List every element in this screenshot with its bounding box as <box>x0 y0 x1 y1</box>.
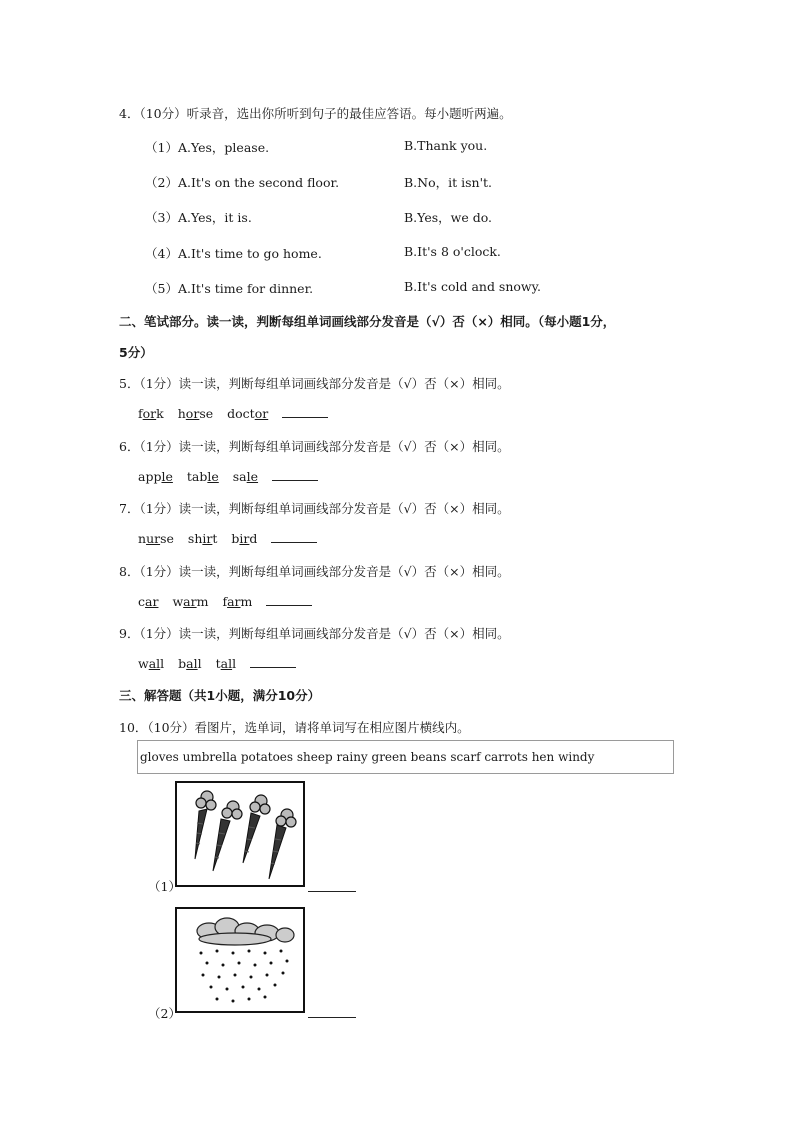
answer-blank[interactable] <box>250 655 296 668</box>
option-b: B.Yes，we do. <box>404 210 492 225</box>
item-number: （5） <box>145 281 178 296</box>
section2-heading-line2: 5分） <box>119 345 153 360</box>
phonics-word: sale <box>232 469 259 484</box>
q4-item-3 <box>145 208 252 226</box>
answer-blank[interactable] <box>272 468 318 481</box>
section2-heading-line1: 二、笔试部分。读一读，判断每组单词画线部分发音是（√）否（×）相同。（每小题1分， <box>119 314 616 329</box>
phonics-word: tall <box>215 656 237 671</box>
phonics-word: horse <box>177 406 214 421</box>
carrots-icon <box>177 783 303 885</box>
q10-title: 10．（10分）看图片，选单词，请将单词写在相应图片横线内。 <box>119 720 470 735</box>
underlined-part: ir <box>202 531 213 546</box>
phonics-word: farm <box>222 594 253 609</box>
rain-cloud-icon <box>177 909 303 1011</box>
q4-title: 4．（10分）听录音，选出你所听到句子的最佳应答语。每小题听两遍。 <box>119 106 512 121</box>
underlined-part: or <box>142 406 157 421</box>
option-b: B.It's 8 o'clock. <box>404 244 501 259</box>
picture-2-answer-blank[interactable] <box>308 1017 356 1018</box>
option-a: A.Yes，please. <box>177 140 270 155</box>
underlined-part: ar <box>227 594 241 609</box>
phonics-word-group <box>138 530 317 546</box>
picture-2-frame <box>175 907 305 1013</box>
underlined-part: al <box>148 656 161 671</box>
item-number: （1） <box>145 140 178 155</box>
option-b: B.No，it isn't. <box>404 175 493 190</box>
phonics-word: fork <box>138 406 164 421</box>
item-number: （4） <box>145 246 178 261</box>
phonics-word: doctor <box>227 406 269 421</box>
underlined-part: ir <box>239 531 250 546</box>
phonics-question-title: 5．（1分）读一读，判断每组单词画线部分发音是（√）否（×）相同。 <box>119 376 510 391</box>
underlined-part: le <box>246 469 259 484</box>
underlined-part: le <box>161 469 173 484</box>
phonics-word: table <box>186 469 219 484</box>
option-b: B.It's cold and snowy. <box>404 279 541 294</box>
phonics-word: bird <box>231 531 258 546</box>
option-a: A.It's time for dinner. <box>177 281 314 296</box>
q4-item-5 <box>145 279 313 297</box>
q4-item-4 <box>145 244 322 262</box>
phonics-word: nurse <box>138 531 174 546</box>
word-bank: gloves umbrella potatoes sheep rainy green beans scarf carrots hen windy <box>137 740 674 774</box>
underlined-part: or <box>185 406 200 421</box>
picture-1-answer-blank[interactable] <box>308 891 356 892</box>
phonics-word: shirt <box>187 531 218 546</box>
phonics-word: car <box>138 594 159 609</box>
answer-blank[interactable] <box>271 530 317 543</box>
picture-1-frame <box>175 781 305 887</box>
picture-2-label: （2） <box>148 1006 181 1021</box>
phonics-word-group <box>138 468 318 484</box>
phonics-question-title: 9．（1分）读一读，判断每组单词画线部分发音是（√）否（×）相同。 <box>119 626 510 641</box>
picture-1-label: （1） <box>148 879 181 894</box>
phonics-word-group <box>138 655 296 671</box>
item-number: （2） <box>145 175 178 190</box>
answer-blank[interactable] <box>266 593 312 606</box>
option-b: B.Thank you. <box>404 138 488 153</box>
underlined-part: ar <box>183 594 197 609</box>
phonics-word: apple <box>138 469 173 484</box>
underlined-part: or <box>254 406 269 421</box>
q4-item-2 <box>145 173 339 191</box>
phonics-question-title: 6．（1分）读一读，判断每组单词画线部分发音是（√）否（×）相同。 <box>119 439 510 454</box>
option-a: A.It's time to go home. <box>177 246 322 261</box>
underlined-part: le <box>207 469 219 484</box>
phonics-question-title: 8．（1分）读一读，判断每组单词画线部分发音是（√）否（×）相同。 <box>119 564 510 579</box>
phonics-word-group <box>138 405 328 421</box>
answer-blank[interactable] <box>282 405 328 418</box>
underlined-part: ur <box>146 531 161 546</box>
option-a: A.Yes，it is. <box>177 210 252 225</box>
underlined-part: al <box>186 656 198 671</box>
phonics-word: warm <box>172 594 209 609</box>
phonics-word: wall <box>138 656 165 671</box>
underlined-part: ar <box>145 594 159 609</box>
phonics-word: ball <box>178 656 202 671</box>
section3-heading: 三、解答题（共1小题，满分10分） <box>119 688 321 703</box>
phonics-word-group <box>138 593 312 609</box>
phonics-question-title: 7．（1分）读一读，判断每组单词画线部分发音是（√）否（×）相同。 <box>119 501 510 516</box>
option-a: A.It's on the second floor. <box>177 175 340 190</box>
underlined-part: al <box>220 656 233 671</box>
q4-item-1 <box>145 138 269 156</box>
item-number: （3） <box>145 210 178 225</box>
